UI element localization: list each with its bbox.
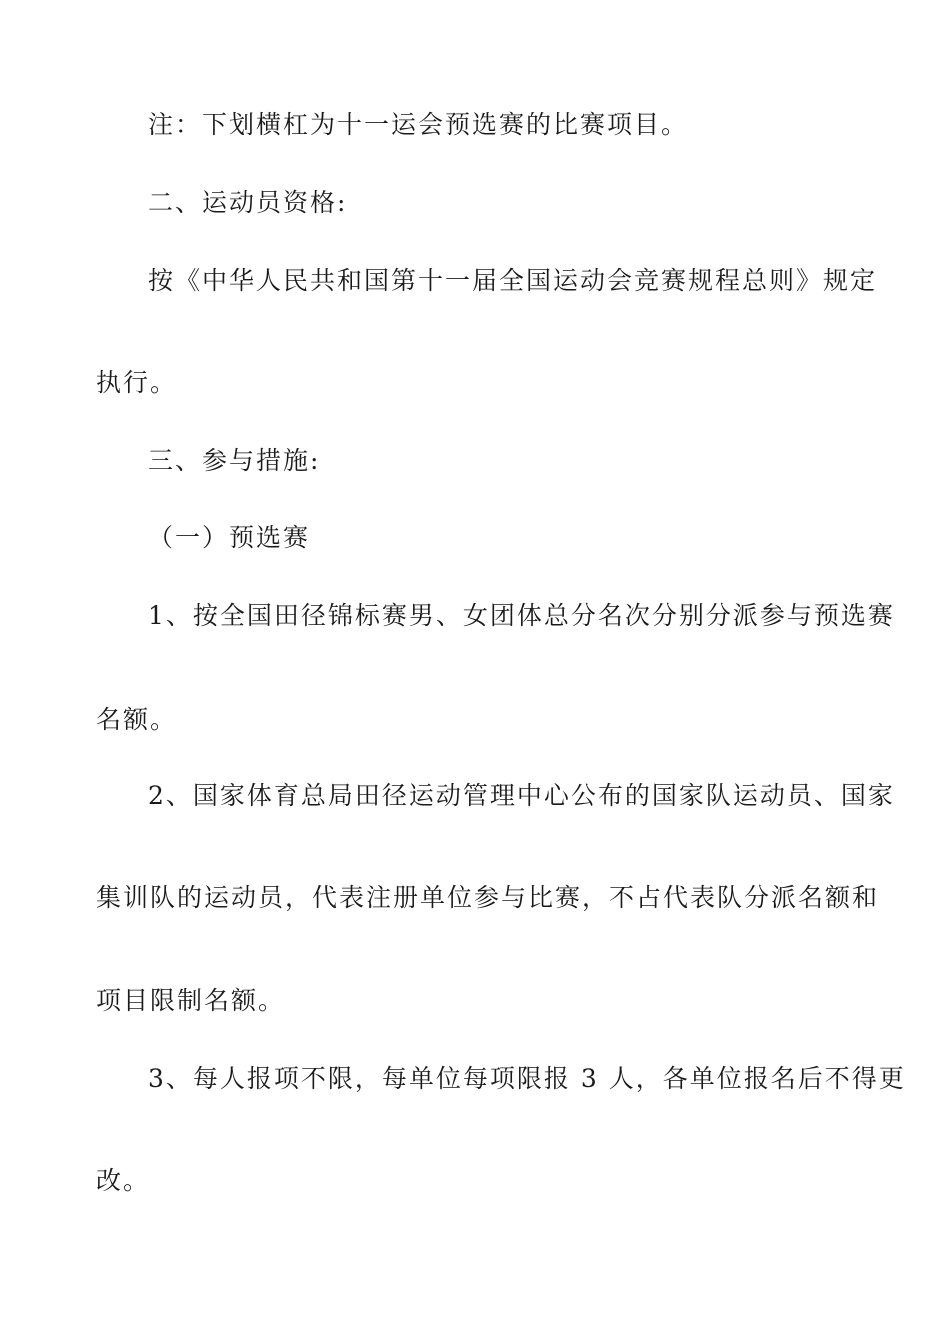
item3-line1: 3、每人报项不限，每单位每项限报 3 人，各单位报名后不得更 <box>148 1064 906 1093</box>
section3-subheading: （一）预选赛 <box>148 523 311 552</box>
item2-line2: 集训队的运动员，代表注册单位参与比赛，不占代表队分派名额和 <box>96 883 880 912</box>
section2-heading: 二、运动员资格: <box>148 188 348 217</box>
item2-line3: 项目限制名额。 <box>96 986 286 1015</box>
item1-line1: 1、按全国田径锦标赛男、女团体总分名次分别分派参与预选赛 <box>148 601 895 630</box>
item2-line1: 2、国家体育总局田径运动管理中心公布的国家队运动员、国家 <box>148 781 895 810</box>
section2-paragraph-line2: 执行。 <box>96 368 178 397</box>
item1-line2: 名额。 <box>96 705 178 734</box>
note-text: 注：下划横杠为十一运会预选赛的比赛项目。 <box>148 110 689 139</box>
section2-paragraph-line1: 按《中华人民共和国第十一届全国运动会竞赛规程总则》规定 <box>148 266 878 295</box>
section3-heading: 三、参与措施: <box>148 446 321 475</box>
item3-line2: 改。 <box>96 1166 151 1195</box>
